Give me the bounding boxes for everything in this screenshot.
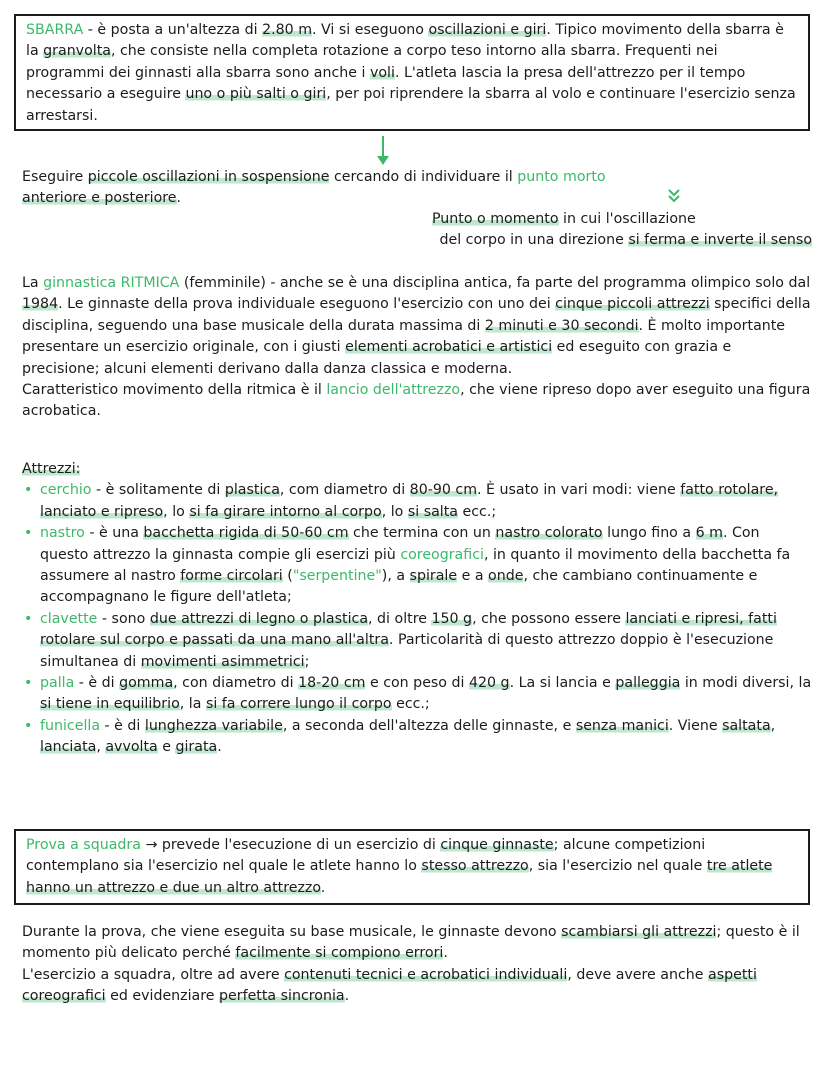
text: L'esercizio a squadra, oltre ad avere — [22, 966, 285, 983]
text: (femminile) - anche se è una disciplina antica, fa parte del programma olimpico solo dal — [179, 275, 811, 291]
highlight: saltata — [722, 717, 771, 734]
text: . Particolarità di questo attrezzo doppio è l'esecuzione simultanea di — [40, 632, 774, 670]
text: . Vi si eseguono — [312, 22, 429, 38]
highlight: 150 g — [431, 610, 473, 627]
text: e a — [457, 568, 489, 585]
text: Eseguire — [22, 169, 88, 185]
double-chevron-down-icon — [667, 188, 681, 206]
item-name: cerchio — [40, 482, 92, 499]
text: , che cambiano continuamente e accompagnano le figure dell'atleta; — [40, 568, 758, 606]
text: . È molto importante presentare un esercizio originale, con i giusti — [22, 317, 786, 356]
oscillation-paragraph — [22, 167, 812, 210]
text: . — [320, 879, 326, 896]
text: , deve avere anche — [567, 966, 708, 983]
highlight: piccole oscillazioni in sospensione — [87, 169, 330, 185]
list-item-funicella — [22, 716, 812, 759]
down-arrow-icon — [375, 136, 391, 166]
list-item-nastro — [22, 523, 812, 609]
text: e — [157, 739, 176, 756]
text: , la — [179, 696, 206, 713]
text: in modi diversi, la — [680, 675, 812, 692]
text: prevede l'esecuzione di un esercizio di — [161, 837, 441, 853]
highlight: uno o più salti o giri — [185, 86, 327, 103]
text: , per poi riprendere la sbarra al volo e continuare l'esercizio senza arrestarsi. — [26, 86, 796, 124]
highlight: si fa girare intorno al corpo — [189, 503, 382, 520]
text: . Viene — [668, 717, 723, 734]
highlight: girata — [175, 739, 218, 756]
text: e con peso di — [365, 675, 469, 692]
highlight: 18-20 cm — [298, 675, 366, 692]
text: , com diametro di — [279, 482, 410, 499]
highlight: perfetta sincronia — [219, 988, 345, 1005]
highlight: elementi acrobatici e artistici — [345, 339, 553, 356]
text: ; alcune competizioni contemplano sia l'esercizio nel quale le atlete hanno lo — [26, 837, 706, 875]
text: - è di — [74, 675, 120, 692]
text: . — [176, 190, 182, 207]
highlight: 80-90 cm — [409, 482, 478, 499]
text: del corpo in una direzione — [439, 232, 629, 248]
text: ecc.; — [391, 696, 430, 713]
text: ed eseguito con grazia e precisione; alcuni elementi derivano dalla danza classica e moderna. — [22, 339, 732, 377]
text: ; — [304, 653, 310, 670]
text: , a seconda dell'altezza delle ginnaste, e — [282, 717, 576, 734]
punto-definition-line1 — [432, 209, 812, 230]
text: . Con questo attrezzo la ginnasta compie gli esercizi più — [40, 525, 760, 563]
text: che termina con un — [348, 525, 496, 542]
highlight: facilmente si compiono errori — [235, 945, 444, 962]
text: . La si lancia e — [509, 675, 616, 692]
item-name: nastro — [40, 525, 85, 542]
text: , in quanto il movimento della bacchetta fa assumere al nastro — [40, 546, 791, 585]
text: specifici della disciplina, seguendo una base musicale della durata massima di — [22, 296, 811, 334]
highlight: forme circolari — [180, 568, 283, 585]
highlight: aspetti coreografici — [22, 966, 757, 1005]
highlight: lanciati e ripresi, fatti rotolare sul corpo e passati da una mano all'altra — [40, 610, 777, 649]
attrezzi-section — [22, 459, 812, 759]
item-name: funicella — [40, 717, 101, 734]
text: ), a — [381, 568, 410, 585]
list-item-cerchio — [22, 480, 812, 523]
highlight: nastro colorato — [495, 525, 603, 542]
highlight: bacchetta rigida di 50-60 cm — [143, 525, 349, 542]
highlight: voli — [369, 64, 395, 81]
coreografici-term: coreografici — [400, 546, 484, 563]
text: . È usato in vari modi: viene — [477, 482, 681, 499]
highlight: 6 m — [695, 525, 723, 542]
highlight: anteriore e posteriore — [22, 190, 177, 207]
highlight: scambiarsi gli attrezzi — [561, 924, 717, 940]
text: La — [22, 275, 44, 291]
list-item-clavette — [22, 609, 812, 673]
highlight: onde — [488, 568, 524, 585]
highlight: cinque ginnaste — [440, 837, 554, 853]
sbarra-paragraph — [26, 20, 798, 127]
highlight: lanciata — [40, 739, 97, 756]
text: - sono — [97, 610, 150, 627]
highlight: senza manici — [575, 717, 669, 734]
text: - è solitamente di — [91, 482, 225, 499]
attrezzi-list — [22, 480, 812, 758]
text: Caratteristico movimento della ritmica è il — [22, 382, 327, 399]
highlight: fatto rotolare, lanciato e ripreso — [40, 482, 779, 520]
squadra-paragraph — [26, 835, 798, 899]
text: , lo — [381, 503, 408, 520]
text: - è di — [100, 717, 145, 734]
highlight: plastica — [224, 482, 280, 499]
text: , che viene ripreso dopo aver eseguito una figura acrobatica. — [22, 382, 811, 420]
text: Durante la prova, che viene eseguita su base musicale, le ginnaste devono — [22, 924, 562, 940]
sbarra-title: SBARRA — [26, 22, 84, 38]
serpentine-term: "serpentine" — [292, 568, 382, 585]
attrezzi-heading: Attrezzi: — [22, 461, 81, 477]
list-item-palla — [22, 673, 812, 716]
text: , che possono essere — [472, 610, 626, 627]
text: lungo fino a — [602, 525, 696, 542]
item-name: clavette — [40, 610, 98, 627]
text: ( — [282, 568, 293, 585]
text: . L'atleta lascia la presa dell'attrezzo per il tempo necessario a eseguire — [26, 64, 746, 103]
text: , di oltre — [368, 610, 432, 627]
ritmica-title: ginnastica RITMICA — [43, 275, 180, 291]
text: , che consiste nella completa rotazione a corpo teso intorno alla sbarra. Frequenti nei programmi dei ginnasti alla sbarra sono anche i — [26, 43, 718, 81]
squadra-box — [14, 829, 810, 905]
highlight: si tiene in equilibrio — [40, 696, 180, 713]
text: - è una — [84, 525, 144, 542]
highlight: avvolta — [105, 739, 158, 756]
text: - è posta a un'altezza di — [83, 22, 263, 38]
highlight: due attrezzi di legno o plastica — [149, 610, 369, 627]
highlight: 2 minuti e 30 secondi — [484, 317, 639, 334]
text: , sia l'esercizio nel quale — [528, 858, 707, 875]
text: , — [96, 739, 106, 756]
highlight: si fa correre lungo il corpo — [205, 696, 392, 713]
highlight: granvolta — [43, 43, 111, 60]
highlight: 1984 — [22, 296, 59, 313]
right-arrow-icon: → — [140, 837, 162, 853]
text: . Le ginnaste della prova individuale eseguono l'esercizio con uno dei — [58, 296, 556, 313]
highlight: contenuti tecnici e acrobatici individuali — [284, 966, 568, 983]
item-name: palla — [40, 675, 75, 692]
highlight: lunghezza variabile — [144, 717, 283, 734]
sbarra-box — [14, 14, 810, 131]
text: , con diametro di — [173, 675, 299, 692]
text: . — [443, 945, 448, 962]
highlight: 2.80 m — [262, 22, 313, 38]
lancio-term: lancio dell'attrezzo — [326, 382, 461, 399]
highlight: cinque piccoli attrezzi — [555, 296, 710, 313]
text: ed evidenziare — [105, 988, 220, 1005]
durante-paragraph — [22, 922, 812, 1008]
highlight: oscillazioni e giri — [428, 22, 547, 38]
squadra-title: Prova a squadra — [26, 837, 141, 853]
highlight: si ferma e inverte il senso — [628, 232, 812, 248]
highlight: 420 g — [468, 675, 510, 692]
highlight: Punto o momento — [432, 211, 559, 227]
highlight: stesso attrezzo — [421, 858, 529, 875]
highlight: gomma — [119, 675, 174, 692]
text: , lo — [163, 503, 190, 520]
punto-morto-term: punto morto — [517, 169, 606, 185]
text: in cui l'oscillazione — [558, 211, 696, 227]
highlight: spirale — [409, 568, 458, 585]
text: . — [217, 739, 222, 756]
text: . Tipico movimento della sbarra è la — [26, 22, 784, 60]
highlight: palleggia — [615, 675, 681, 692]
text: ; questo è il momento più delicato perché — [22, 924, 800, 962]
highlight: si salta — [407, 503, 458, 520]
punto-definition-line2 — [212, 230, 812, 251]
ritmica-paragraph — [22, 273, 812, 423]
highlight: tre atlete hanno un attrezzo e due un altro attrezzo — [26, 858, 773, 896]
text: ecc.; — [458, 503, 497, 520]
highlight: movimenti asimmetrici — [140, 653, 305, 670]
text: , — [770, 717, 776, 734]
text: cercando di individuare il — [329, 169, 518, 185]
text: . — [344, 988, 350, 1005]
